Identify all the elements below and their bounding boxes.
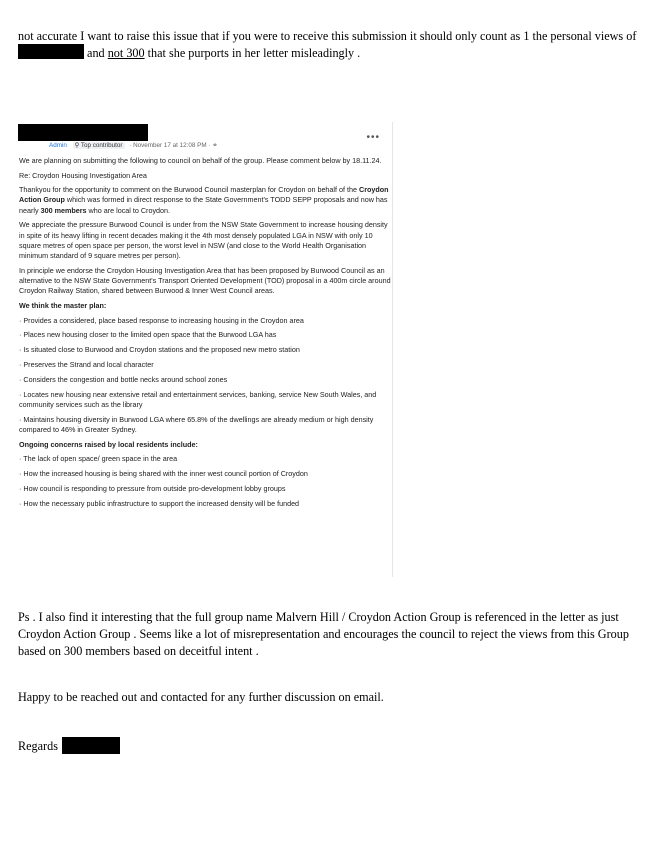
list-item: · How the increased housing is being shared with the inner west council portion of Croydon [19,469,308,479]
ps-line-1: Ps . I also find it interesting that the full group name Malvern Hill / Croydon Action Group is referenced in the letter as just [18,610,619,624]
globe-icon: ⚭ [212,142,218,149]
list-item: · Is situated close to Burwood and Croydon stations and the proposed new metro station [19,345,300,355]
embedded-post-screenshot [18,122,393,577]
list-item: · The lack of open space/ green space in the area [19,454,178,464]
redacted-name [18,44,84,59]
list-item: · Considers the congestion and bottle necks around school zones [19,374,228,384]
contributor-icon: ⚲ [74,142,81,149]
post-date: · November 17 at 12:08 PM · [129,142,211,149]
more-options-icon: ••• [366,132,380,143]
post-heading-master-plan: We think the master plan: [19,301,107,311]
intro-line-2-end: that she purports in her letter misleadingly . [147,46,361,60]
post-heading-concerns: Ongoing concerns raised by local residents include: [19,439,198,449]
list-item: · Maintains housing diversity in Burwood LGA where 65.8% of the dwellings are already medium or high density compared to 46% in Greater Sydney. [19,414,374,435]
intro-and: and [87,46,105,60]
intro-line-1: not accurate I want to raise this issue that if you were to receive this submission it should only count as 1 the personal views of [18,29,637,43]
redacted-poster-name [18,124,148,141]
admin-label: Admin [49,142,67,149]
regards-label: Regards [18,739,58,753]
not-300-underlined: not 300 [107,46,145,60]
post-meta [49,142,218,149]
redacted-signature [62,737,120,754]
post-paragraph-5: In principle we endorse the Croydon Housing Investigation Area that has been proposed by Burwood Council as an alternative to the NSW State Government's Transport Oriented Development (TOD) proposal in a 400m circle around Croydon Railway Station, shared between Burwood & Inner West Council areas. [19,265,391,296]
ps-line-2: Croydon Action Group . Seems like a lot of misrepresentation and encourages the council to reject the views from this Group [18,627,629,641]
post-paragraph-3: Thankyou for the opportunity to comment on the Burwood Council masterplan for Croydon on behalf of the Croydon Action Group which was formed in direct response to the State Government's TODD SEPP proposals and now has nearly 300 members who are local to Croydon. [19,185,389,215]
list-item: · How council is responding to pressure from outside pro-development lobby groups [19,484,286,493]
top-contributor-badge [73,142,125,149]
list-item: · Places new housing closer to the limited open space that the Burwood LGA has [19,330,277,340]
regards-line [18,737,120,755]
contact-line: Happy to be reached out and contacted for any further discussion on email. [18,690,384,704]
list-item: · Locates new housing near extensive retail and entertainment services, banking, service New South Wales, and community services such as the library [19,389,377,409]
post-paragraph-1: We are planning on submitting the following to council on behalf of the group. Please comment below by 18.11.24. [19,156,382,165]
intro-line-2 [18,44,360,62]
post-paragraph-4: We appreciate the pressure Burwood Council is under from the NSW State Government to increase housing density in spite of its heavy lifting in recent decades making it the 4th most densely populated LGA in NSW with only 10 square metres of open space per person, the worst level in NSW (and close to the World Health Organisation minimum standard of 9 square metres per person). [19,220,388,261]
list-item: · Provides a considered, place based response to increasing housing in the Croydon area [19,315,304,325]
post-body [19,156,391,514]
list-item: · Preserves the Strand and local character [19,360,154,370]
post-paragraph-2: Re: Croydon Housing Investigation Area [19,170,147,180]
list-item: · How the necessary public infrastructure to support the increased density will be funded [19,498,300,508]
top-contributor-label: Top contributor [80,142,123,149]
ps-line-3: based on 300 members based on deceitful intent . [18,644,259,658]
